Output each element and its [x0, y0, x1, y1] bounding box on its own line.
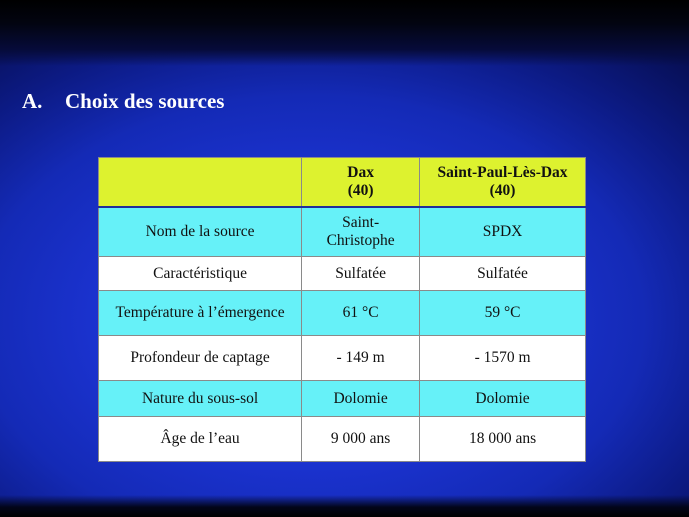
- row-label: Caractéristique: [99, 257, 302, 291]
- row-label: Âge de l’eau: [99, 417, 302, 462]
- header-spdx-name: Saint-Paul-Lès-Dax: [437, 164, 568, 181]
- table-row: [99, 257, 586, 291]
- title-number: A.: [22, 89, 43, 113]
- table-row: [99, 207, 586, 257]
- cell-spdx: Dolomie: [420, 381, 586, 417]
- cell-dax-line2: Christophe: [326, 232, 395, 249]
- table-row: [99, 291, 586, 336]
- cell-dax-line1: Saint-: [342, 214, 380, 231]
- header-spdx-dept: (40): [489, 182, 516, 199]
- header-dax-dept: (40): [347, 182, 374, 199]
- table-row: [99, 381, 586, 417]
- row-label: Nom de la source: [99, 207, 302, 257]
- header-empty-cell: [99, 158, 302, 208]
- cell-dax: - 149 m: [302, 336, 420, 381]
- cell-spdx: SPDX: [420, 207, 586, 257]
- row-label: Température à l’émergence: [99, 291, 302, 336]
- row-label: Profondeur de captage: [99, 336, 302, 381]
- table-row: [99, 417, 586, 462]
- top-dark-band: [0, 0, 689, 66]
- cell-dax: [302, 207, 420, 257]
- cell-dax: 61 °C: [302, 291, 420, 336]
- title-text: Choix des sources: [65, 89, 225, 113]
- cell-dax: Sulfatée: [302, 257, 420, 291]
- slide-title: [22, 89, 224, 114]
- cell-spdx: Sulfatée: [420, 257, 586, 291]
- row-label: Nature du sous-sol: [99, 381, 302, 417]
- cell-spdx: 18 000 ans: [420, 417, 586, 462]
- bottom-dark-band: [0, 495, 689, 517]
- header-spdx: [420, 158, 586, 208]
- cell-spdx: - 1570 m: [420, 336, 586, 381]
- cell-dax: 9 000 ans: [302, 417, 420, 462]
- table-header-row: [99, 158, 586, 208]
- cell-dax: Dolomie: [302, 381, 420, 417]
- header-dax: [302, 158, 420, 208]
- cell-spdx: 59 °C: [420, 291, 586, 336]
- header-dax-name: Dax: [347, 164, 374, 181]
- sources-table: [98, 157, 586, 462]
- table-row: [99, 336, 586, 381]
